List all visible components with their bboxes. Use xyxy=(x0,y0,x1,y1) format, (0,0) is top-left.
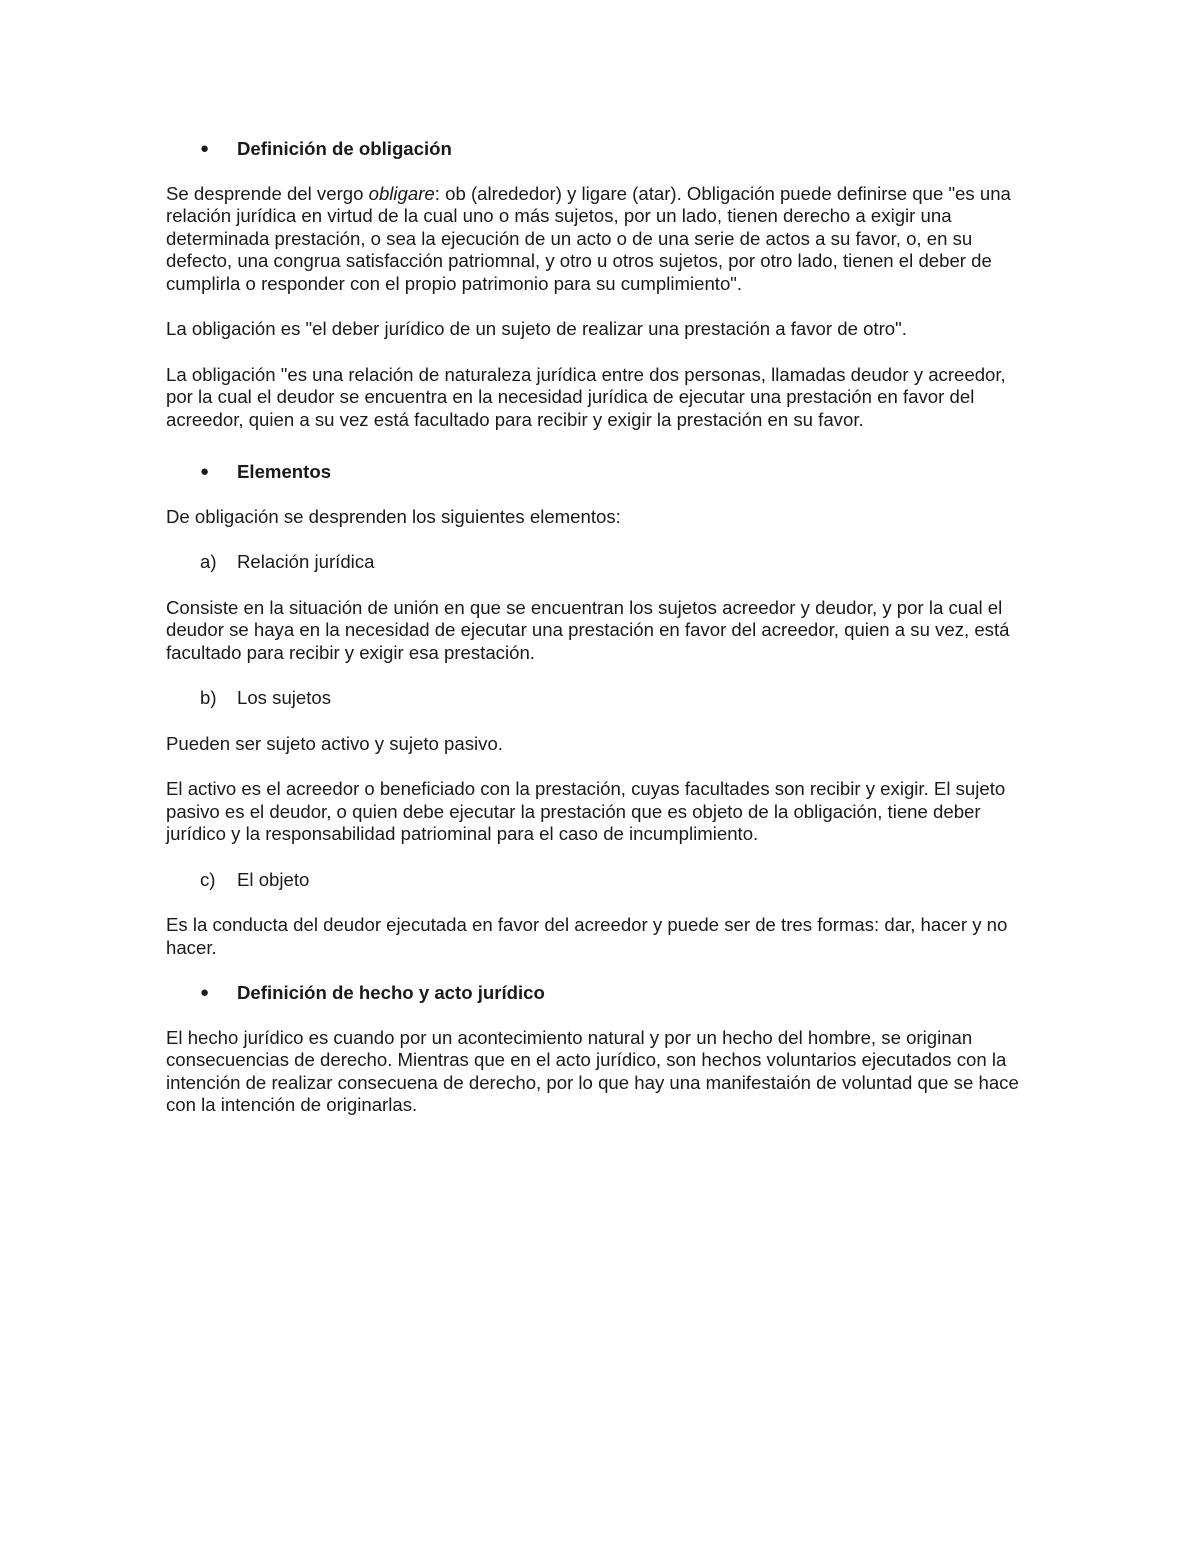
bullet-icon: ● xyxy=(200,463,210,480)
bullet-icon: ● xyxy=(200,984,210,1001)
italic-term: obligare xyxy=(368,182,435,204)
paragraph-obligacion-1 xyxy=(166,183,1036,296)
paragraph-relacion-juridica: Consiste en la situación de unión en que se encuentran los sujetos acreedor y deudor, y por la cual el deudor se haya en la necesidad de ejecutar una prestación en favor del acreedor, quien a su vez, está facultado para recibir y exigir esa prestación. xyxy=(166,596,1010,663)
paragraph-text: : ob (alrededor) y ligare (atar). Obligación puede definirse que "es una relación jurídica en virtud de la cual uno o más sujetos, por un lado, tienen derecho a exigir una determinada prestación, o sea la ejecución de un acto o de una serie de actos a su favor, o, en su defecto, una congrua satisfacción patriomnal, y otro u otros sujetos, por otro lado, tienen el deber de cumplirla o responder con el propio patrimonio para su cumplimiento". xyxy=(166,182,1011,294)
list-letter: b) xyxy=(200,687,217,708)
paragraph-elementos-intro: De obligación se desprenden los siguientes elementos: xyxy=(166,505,621,527)
bullet-icon: ● xyxy=(200,140,210,157)
paragraph-obligacion-3: La obligación "es una relación de naturaleza jurídica entre dos personas, llamadas deudor y acreedor, por la cual el deudor se encuentra en la necesidad jurídica de ejecutar una prestación en favor del acreedor, quien a su vez está facultado para recibir y exigir la prestación en su favor. xyxy=(166,363,1006,430)
heading-elementos xyxy=(166,461,1036,484)
list-item-c xyxy=(166,869,1036,892)
paragraph-sujetos-2: El activo es el acreedor o beneficiado con la prestación, cuyas facultades son recibir y exigir. El sujeto pasivo es el deudor, o quien debe ejecutar la prestación que es objeto de la obligación, tiene deber jurídico y la responsabilidad patriominal para el caso de incumplimiento. xyxy=(166,778,1006,844)
paragraph-text: Se desprende del vergo xyxy=(166,182,369,204)
heading-text: Definición de hecho y acto jurídico xyxy=(237,982,545,1003)
list-letter: c) xyxy=(200,868,216,890)
list-item-a xyxy=(166,551,1036,574)
list-letter: a) xyxy=(200,551,217,572)
paragraph-objeto: Es la conducta del deudor ejecutada en favor del acreedor y puede ser de tres formas: dar, hacer y no hacer. xyxy=(166,914,1008,958)
heading-text: Elementos xyxy=(237,461,332,482)
list-item-b xyxy=(166,687,1036,710)
paragraph-hecho-juridico: El hecho jurídico es cuando por un acontecimiento natural y por un hecho del hombre, se originan consecuencias de derecho. Mientras que en el acto jurídico, son hechos voluntarios ejecutados con la intención de realizar consecuena de derecho, por lo que hay una manifestaión de voluntad que se hace con la intención de originarlas. xyxy=(166,1026,1019,1115)
heading-hecho-acto-juridico xyxy=(166,982,1036,1005)
document-body xyxy=(166,138,1036,1140)
list-label: Los sujetos xyxy=(237,687,332,708)
list-label: El objeto xyxy=(237,868,310,890)
paragraph-sujetos-1: Pueden ser sujeto activo y sujeto pasivo. xyxy=(166,732,503,754)
heading-definicion-obligacion xyxy=(166,138,1036,161)
paragraph-obligacion-2: La obligación es "el deber jurídico de un sujeto de realizar una prestación a favor de otro". xyxy=(166,318,907,339)
list-label: Relación jurídica xyxy=(237,551,375,572)
heading-text: Definición de obligación xyxy=(237,138,452,159)
